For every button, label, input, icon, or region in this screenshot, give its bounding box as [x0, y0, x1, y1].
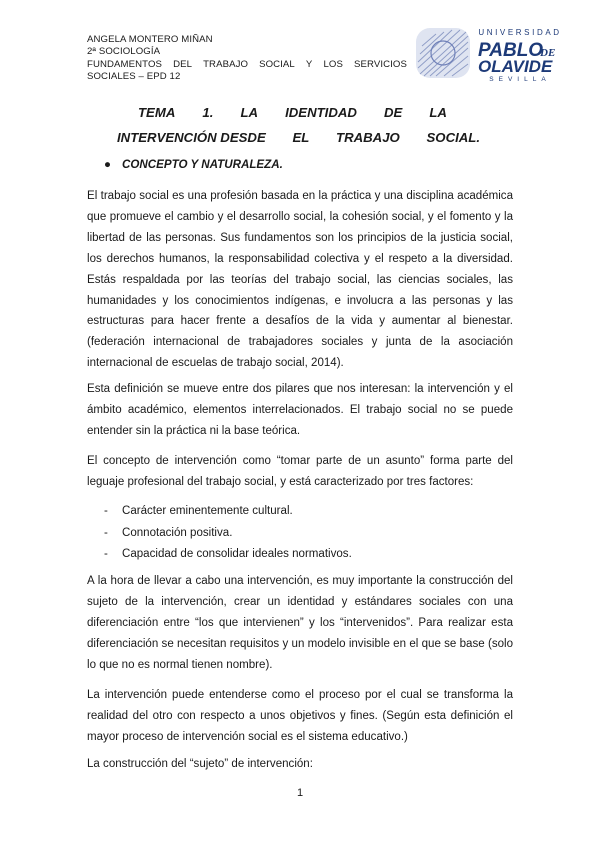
university-logo [416, 26, 562, 82]
title-word: INTERVENCIÓN DESDE [117, 130, 266, 145]
dash-marker: - [104, 505, 108, 517]
subject-line-2: SOCIALES – EPD 12 [87, 71, 181, 83]
factors-list [104, 501, 352, 566]
paragraph-subject-heading: La construcción del “sujeto” de intervención: [87, 758, 313, 770]
paragraph-intervention-concept: El concepto de intervención como “tomar parte de un asunto” forma parte del leguaje profesional del trabajo social, y está caracterizado por tres factores: [87, 455, 513, 488]
subject-word: SERVICIOS [354, 58, 407, 70]
course-label: 2ª SOCIOLOGÍA [87, 46, 161, 58]
logo-de-text: DE [540, 47, 556, 59]
dash-marker: - [104, 526, 108, 539]
bullet-icon: ● [104, 158, 112, 171]
subject-word: TRABAJO [203, 58, 249, 70]
page-number: 1 [296, 787, 304, 799]
paragraph-pillars: Esta definición se mueve entre dos pilares que nos interesan: la intervención y el ámbito académico, elementos interrelacionados. El trabajo social no se puede entender sin la práctica ni la base teórica. [87, 383, 513, 437]
subject-word: DEL [173, 58, 193, 70]
subject-word: LOS [323, 58, 343, 70]
subject-word: Y [305, 58, 313, 70]
logo-olavide-text: OLAVIDE [478, 57, 553, 76]
list-item [104, 501, 352, 523]
title-word: EL [292, 130, 310, 145]
section-heading-text: CONCEPTO Y NATURALEZA. [122, 158, 283, 171]
title-word: TEMA [138, 105, 176, 120]
list-item-text: Connotación positiva. [122, 526, 233, 539]
paragraph-definition: El trabajo social es una profesión basada en la práctica y una disciplina académica que promueve el cambio y el desarrollo social, la cohesión social, y el fomento y la libertad de las personas. Sus fundamentos son los principios de la justicia social, los derechos humanos, la responsabilidad colectiva y el respeto a la diversidad. Estás respaldada por las teorías del trabajo social, las ciencias sociales, las humanidades y los conocimientos indígenas, e involucra a las personas y las estructuras para hacer frente a desafíos de la vida y aumentar al bienestar. (federación internacional de trabajadores sociales y junta de la asociación internacional de escuelas de trabajo social, 2014). [87, 190, 513, 370]
list-item-text: Carácter eminentemente cultural. [122, 505, 293, 517]
subject-line-1 [87, 59, 407, 71]
author-name: ANGELA MONTERO MIÑAN [87, 34, 213, 45]
list-item [104, 544, 352, 566]
title-word: 1. [202, 105, 214, 120]
document-title-line-2 [117, 130, 480, 145]
logo-university-text: UNIVERSIDAD [478, 28, 562, 37]
logo-city-text: SEVILLA [489, 76, 551, 82]
list-item [104, 523, 352, 545]
section-heading [104, 158, 283, 171]
title-word: IDENTIDAD [285, 105, 357, 120]
logo-pablo-text: PABLO [478, 40, 544, 61]
paragraph-intervention-process: La intervención puede entenderse como el proceso por el cual se transforma la realidad del otro con respecto a unos objetivos y fines. (Según esta definición el mayor proceso de intervención social es el sistema educativo.) [87, 689, 513, 743]
document-header [87, 34, 407, 84]
subject-word: SOCIAL [259, 58, 295, 70]
title-word: TRABAJO [336, 130, 400, 145]
subject-word: FUNDAMENTOS [87, 58, 163, 70]
logo-mark-icon [416, 28, 470, 78]
list-item-text: Capacidad de consolidar ideales normativos. [122, 548, 352, 560]
title-word: DE [383, 105, 403, 120]
title-word: LA [429, 105, 447, 120]
dash-marker: - [104, 548, 108, 560]
title-word: SOCIAL. [426, 130, 480, 145]
paragraph-subject-construction: A la hora de llevar a cabo una intervención, es muy importante la construcción del sujeto de la intervención, crear un identidad y estándares sociales con una diferenciación entre “los que intervienen” y los “intervenidos”. Para realizar esta diferenciación se necesitan requisitos y un modelo invisible en el que se base (solo lo que no es normal tienen nombre). [87, 575, 513, 671]
document-title-line-1 [138, 105, 447, 120]
title-word: LA [240, 105, 259, 120]
